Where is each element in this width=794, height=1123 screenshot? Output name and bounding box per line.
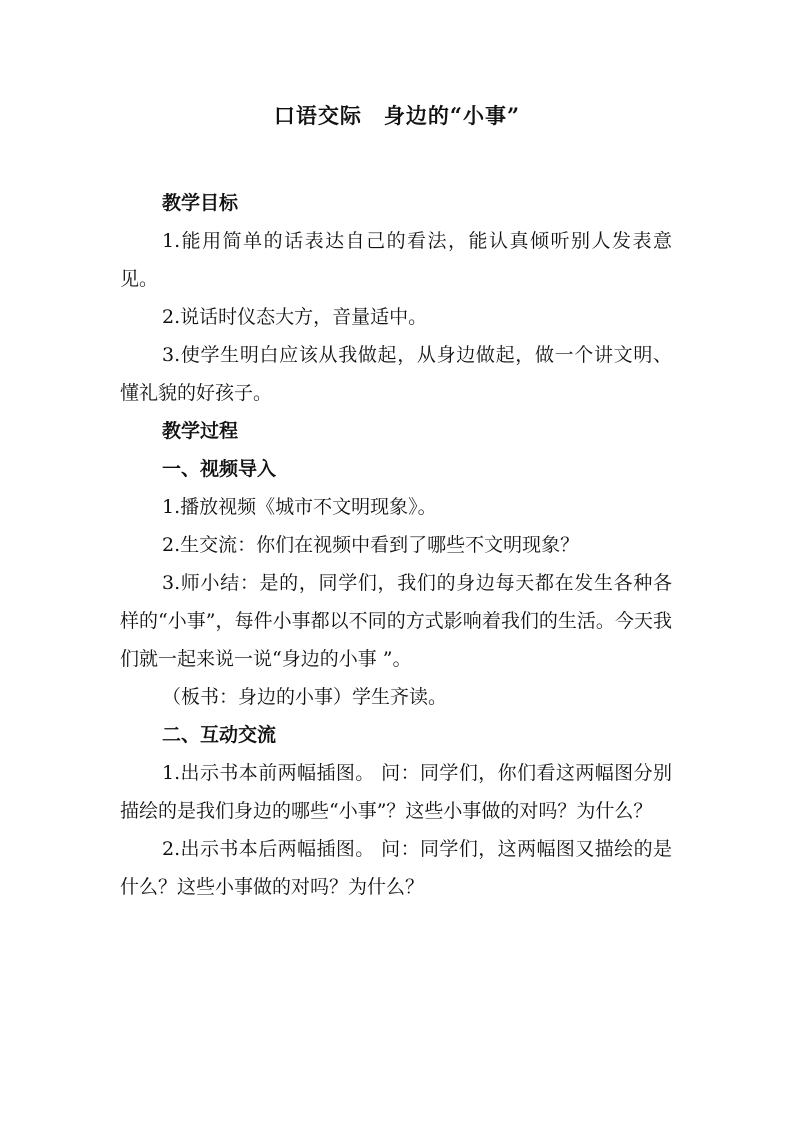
document-title: 口语交际 身边的“小事”: [273, 103, 521, 128]
subsection-heading-interaction: 二、互动交流: [162, 724, 277, 746]
process-item-1-2: 2.生交流：你们在视频中看到了哪些不文明现象？: [162, 534, 580, 556]
process-item-2-1: 1.出示书本前两幅插图。 问：同学们，你们看这两幅图分别描绘的是我们身边的哪些“小事”？这些小事做的对吗？为什么？: [120, 762, 672, 822]
section-heading-goals: 教学目标: [162, 192, 239, 214]
subsection-heading-video: 一、视频导入: [162, 458, 277, 480]
document-body: [120, 184, 672, 906]
process-item-2-2: 2.出示书本后两幅插图。 问：同学们，这两幅图又描绘的是什么？这些小事做的对吗？为什么？: [120, 838, 672, 898]
goal-item-2: 2.说话时仪态大方，音量适中。: [162, 306, 428, 328]
goal-item-3: 3.使学生明白应该从我做起，从身边做起，做一个讲文明、懂礼貌的好孩子。: [120, 344, 672, 404]
goal-item-1: 1.能用简单的话表达自己的看法，能认真倾听别人发表意见。: [120, 230, 672, 290]
section-heading-process: 教学过程: [162, 420, 239, 442]
process-item-1-3: 3.师小结：是的，同学们，我们的身边每天都在发生各种各样的“小事”，每件小事都以不同的方式影响着我们的生活。今天我们就一起来说一说“身边的小事 ”。: [120, 572, 672, 670]
board-note: （板书：身边的小事）学生齐读。: [162, 686, 448, 708]
process-item-1-1: 1.播放视频《城市不文明现象》。: [162, 496, 437, 518]
